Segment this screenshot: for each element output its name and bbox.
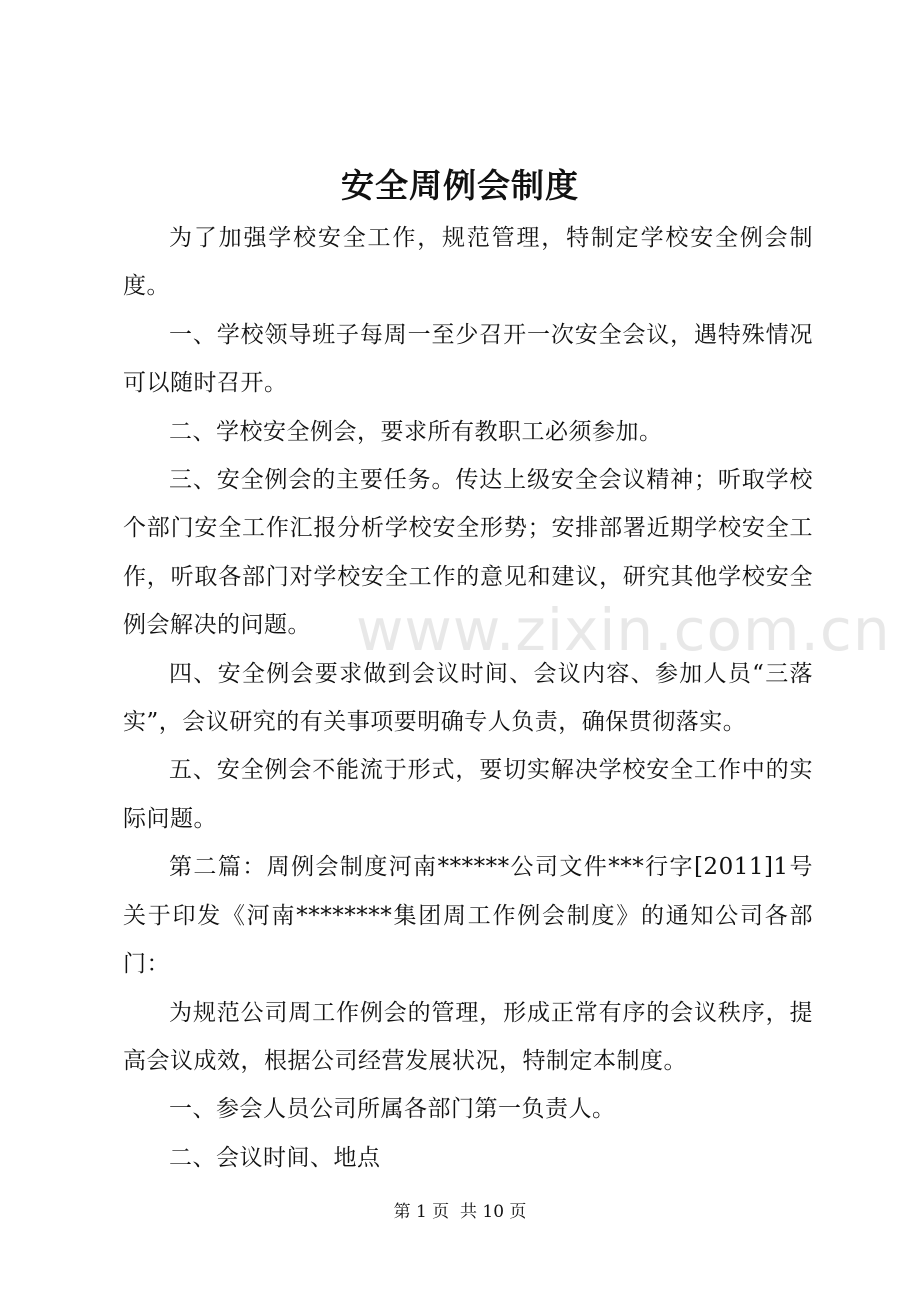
page-number-label: 第 1 页 共 10 页 — [393, 1202, 527, 1222]
paragraph: 四、安全例会要求做到会议时间、会议内容、参加人员“三落实”，会议研究的有关事项要明确专人负责，确保贯彻落实。 — [123, 660, 813, 736]
document-body — [123, 214, 813, 1182]
paragraph: 为了加强学校安全工作，规范管理，特制定学校安全例会制度。 — [123, 225, 813, 300]
paragraph: 一、学校领导班子每周一至少召开一次安全会议，遇特殊情况可以随时召开。 — [123, 321, 813, 397]
watermark: www.zixin.com.cn — [356, 596, 891, 664]
paragraph: 第二篇：周例会制度河南******公司文件***行字[2011]1号关于印发《河南********集团周工作例会制度》的通知公司各部门： — [123, 854, 813, 978]
document-title: 安全周例会制度 — [341, 166, 579, 205]
paragraph: 五、安全例会不能流于形式，要切实解决学校安全工作中的实际问题。 — [123, 757, 813, 832]
paragraph: 为规范公司周工作例会的管理，形成正常有序的会议秩序，提高会议成效，根据公司经营发展状况，特制定本制度。 — [123, 999, 813, 1074]
paragraph: 三、安全例会的主要任务。传达上级安全会议精神；听取学校个部门安全工作汇报分析学校安全形势；安排部署近期学校安全工作，听取各部门对学校安全工作的意见和建议，研究其他学校安全例会解决的问题。 — [123, 467, 813, 639]
paragraph: 二、学校安全例会，要求所有教职工必须参加。 — [169, 418, 663, 445]
page-footer — [0, 1198, 920, 1226]
paragraph: 一、参会人员公司所属各部门第一负责人。 — [169, 1096, 616, 1123]
paragraph: 二、会议时间、地点 — [169, 1144, 381, 1171]
